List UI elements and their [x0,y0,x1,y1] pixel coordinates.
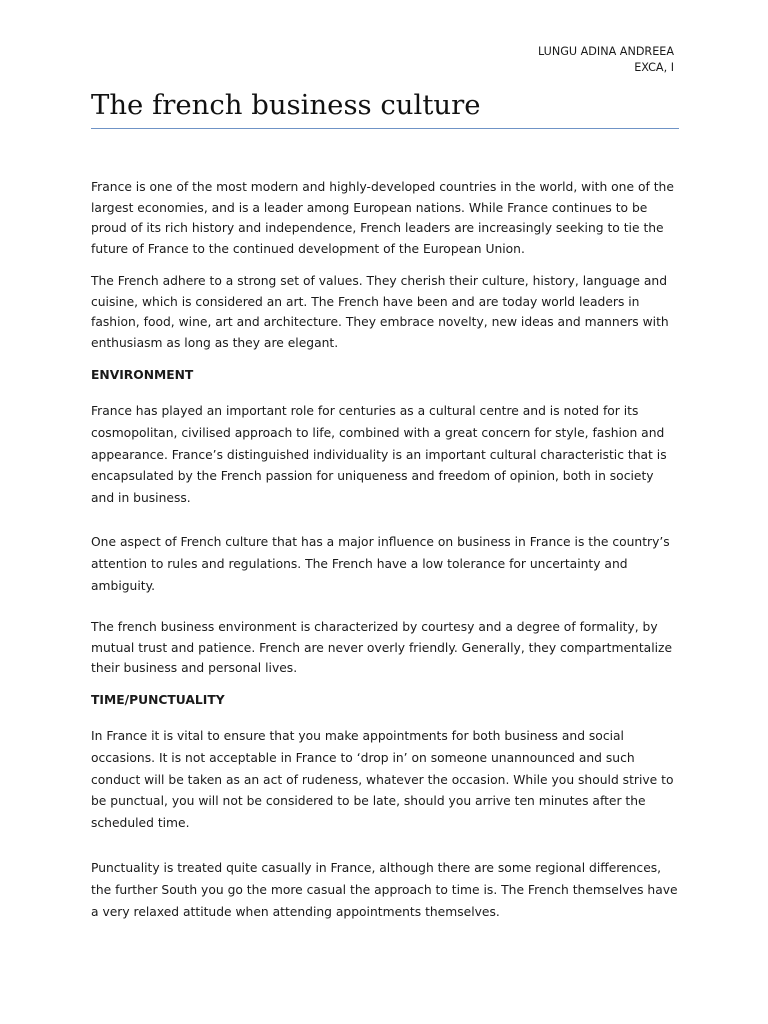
paragraph-text: France has played an important role for centuries as a cultural centre and is noted for its cosmopolitan, civilised approach to life, combined with a great concern for style, fashion and appearance. France’s distinguished individuality is an important cultural characteristic that is encapsulated by the French passion for uniqueness and freedom of opinion, both in society and in business. [91,404,667,506]
paragraph-environment-3 [91,617,679,679]
paragraph-text: Punctuality is treated quite casually in France, although there are some regional differences, the further South you go the more casual the approach to time is. The French themselves have a very relaxed attitude when attending appointments themselves. [91,861,678,919]
paragraph-intro-2 [91,271,679,353]
paragraph-time-1 [91,726,679,835]
paragraph-text: France is one of the most modern and highly-developed countries in the world, with one of the largest economies, and is a leader among European nations. While France continues to be proud of its rich history and independence, French leaders are increasingly seeking to tie the future of France to the continued development of the European Union. [91,180,674,256]
title-underline [91,128,679,129]
paragraph-environment-1 [91,401,679,510]
author-name: LUNGU ADINA ANDREEA [538,45,674,58]
document-title: The french business culture [91,89,481,121]
paragraph-text: In France it is vital to ensure that you make appointments for both business and social occasions. It is not acceptable in France to ‘drop in’ on someone unannounced and such conduct will be taken as an act of rudeness, whatever the occasion. While you should strive to be punctual, you will not be considered to be late, should you arrive ten minutes after the scheduled time. [91,729,674,831]
paragraph-intro-1 [91,177,679,259]
author-header [538,44,674,76]
paragraph-time-2 [91,858,679,923]
section-heading-time [91,690,679,711]
heading-text: ENVIRONMENT [91,368,194,382]
paragraph-text: The french business environment is characterized by courtesy and a degree of formality, by mutual trust and patience. French are never overly friendly. Generally, they compartmentalize their business and personal lives. [91,620,673,675]
paragraph-text: The French adhere to a strong set of values. They cherish their culture, history, language and cuisine, which is considered an art. The French have been and are today world leaders in fashion, food, wine, art and architecture. They embrace novelty, new ideas and manners with enthusiasm as long as they are elegant. [91,274,669,350]
paragraph-environment-2 [91,532,679,597]
paragraph-text: One aspect of French culture that has a major influence on business in France is the country’s attention to rules and regulations. The French have a low tolerance for uncertainty and ambiguity. [91,535,670,593]
author-class: EXCA, I [634,61,674,74]
heading-text: TIME/PUNCTUALITY [91,693,225,707]
section-heading-environment [91,365,679,386]
